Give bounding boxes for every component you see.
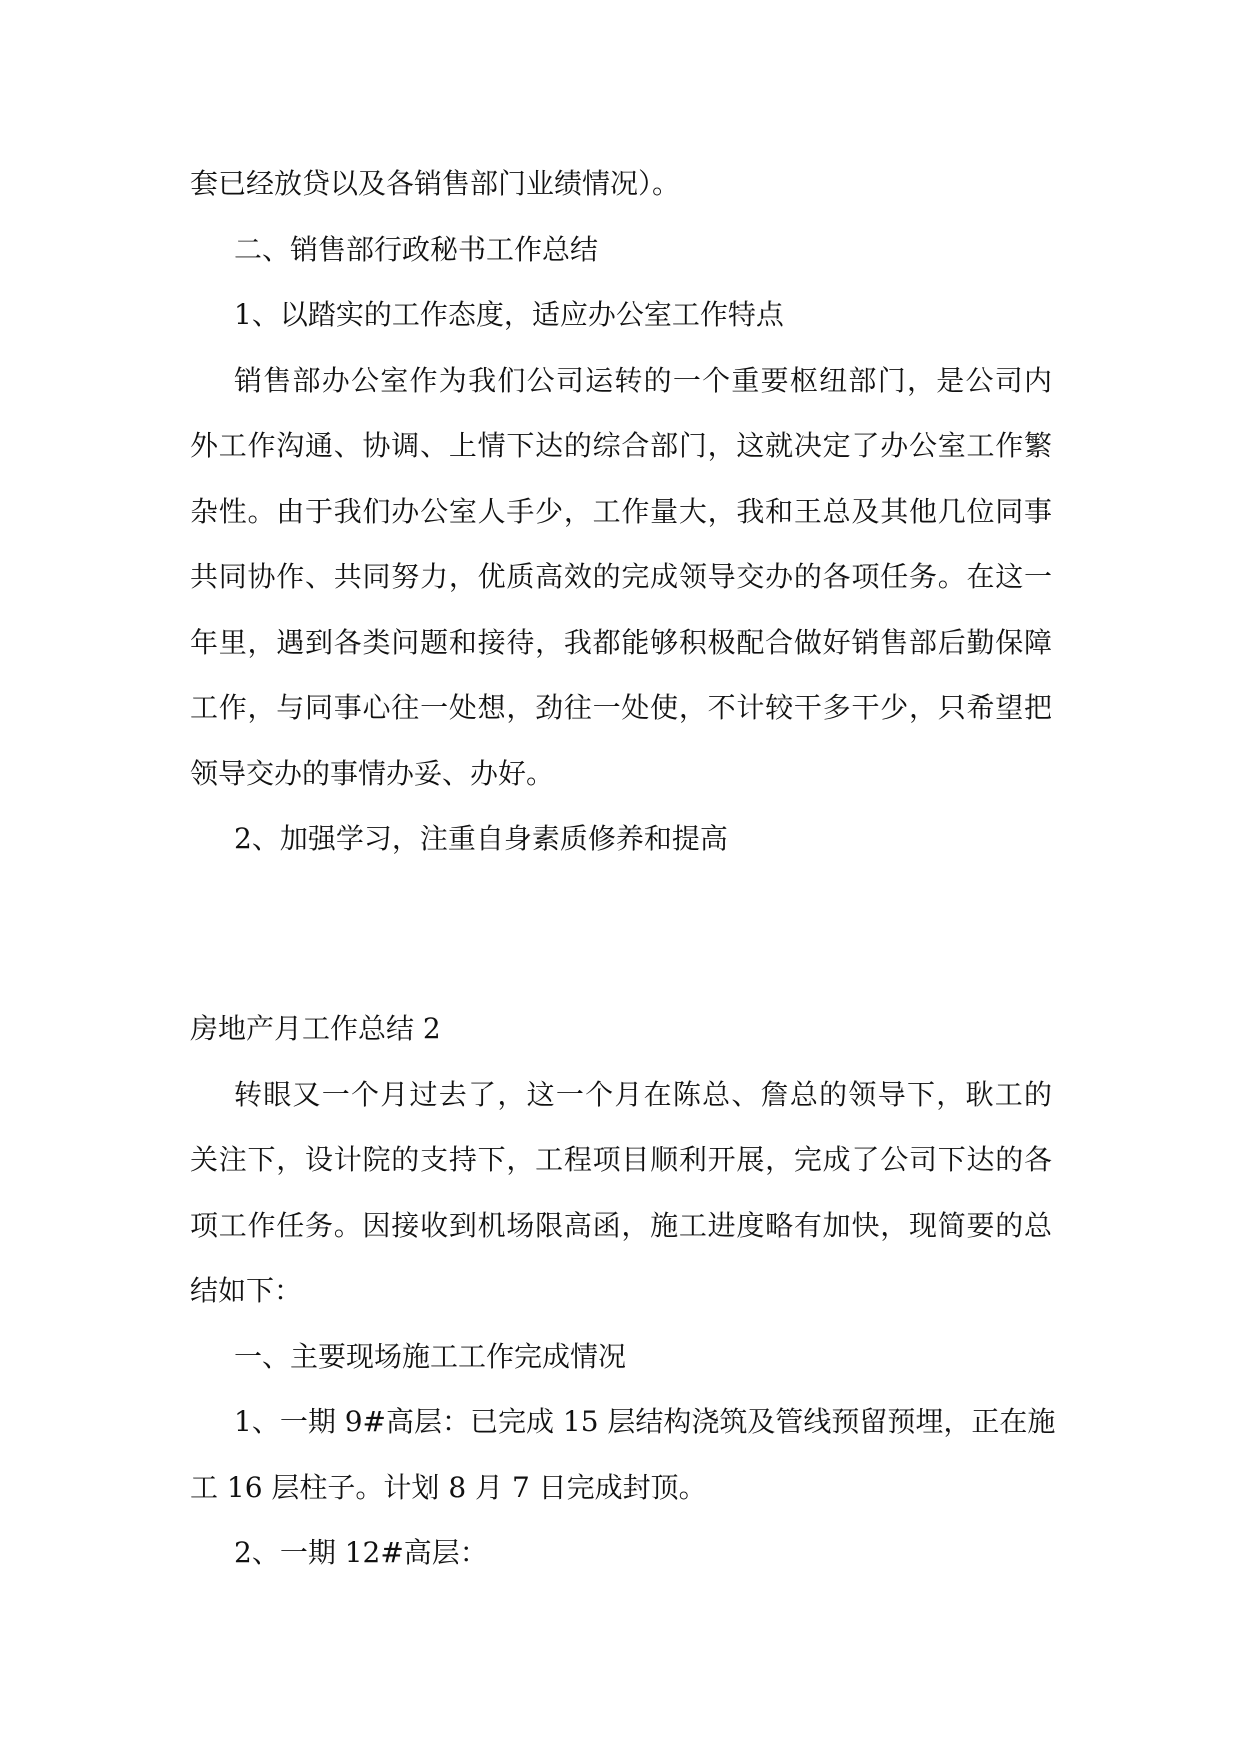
paragraph-line: 共同协作、共同努力，优质高效的完成领导交办的各项任务。在这一 (190, 560, 1052, 593)
paragraph-line: 杂性。由于我们办公室人手少，工作量大，我和王总及其他几位同事 (190, 494, 1052, 528)
paragraph-line: 关注下，设计院的支持下，工程项目顺利开展，完成了公司下达的各 (190, 1143, 1052, 1176)
section-heading: 二、销售部行政秘书工作总结 (234, 232, 599, 266)
section-2-text (190, 996, 1056, 1586)
paragraph-line: 结如下： (190, 1274, 303, 1307)
paragraph-line: 年里，遇到各类问题和接待，我都能够积极配合做好销售部后勤保障 (190, 625, 1052, 659)
paragraph-line: 工作，与同事心往一处想，劲往一处使，不计较干多干少，只希望把 (190, 691, 1052, 724)
paragraph-line: 销售部办公室作为我们公司运转的一个重要枢纽部门，是公司内 (234, 363, 1052, 397)
paragraph-line: 工 16 层柱子。计划 8 月 7 日完成封顶。 (190, 1470, 707, 1504)
paragraph-line: 项工作任务。因接收到机场限高函，施工进度略有加快，现简要的总 (190, 1208, 1052, 1242)
subsection-heading: 1、以踏实的工作态度，适应办公室工作特点 (234, 298, 784, 331)
section-1-text (190, 151, 1052, 872)
section-heading: 一、主要现场施工工作完成情况 (234, 1339, 627, 1373)
document-title: 房地产月工作总结 2 (190, 1012, 441, 1045)
paragraph-line: 转眼又一个月过去了，这一个月在陈总、詹总的领导下，耿工的 (234, 1077, 1052, 1111)
paragraph-line: 领导交办的事情办妥、办好。 (190, 756, 555, 790)
subsection-heading: 2、一期 12#高层： (234, 1536, 488, 1569)
subsection-heading: 2、加强学习，注重自身素质修养和提高 (234, 822, 728, 855)
paragraph-line: 套已经放贷以及各销售部门业绩情况）。 (190, 167, 681, 200)
paragraph-line: 外工作沟通、协调、上情下达的综合部门，这就决定了办公室工作繁 (190, 429, 1052, 462)
paragraph-line: 1、一期 9#高层：已完成 15 层结构浇筑及管线预留预埋，正在施 (234, 1405, 1056, 1438)
